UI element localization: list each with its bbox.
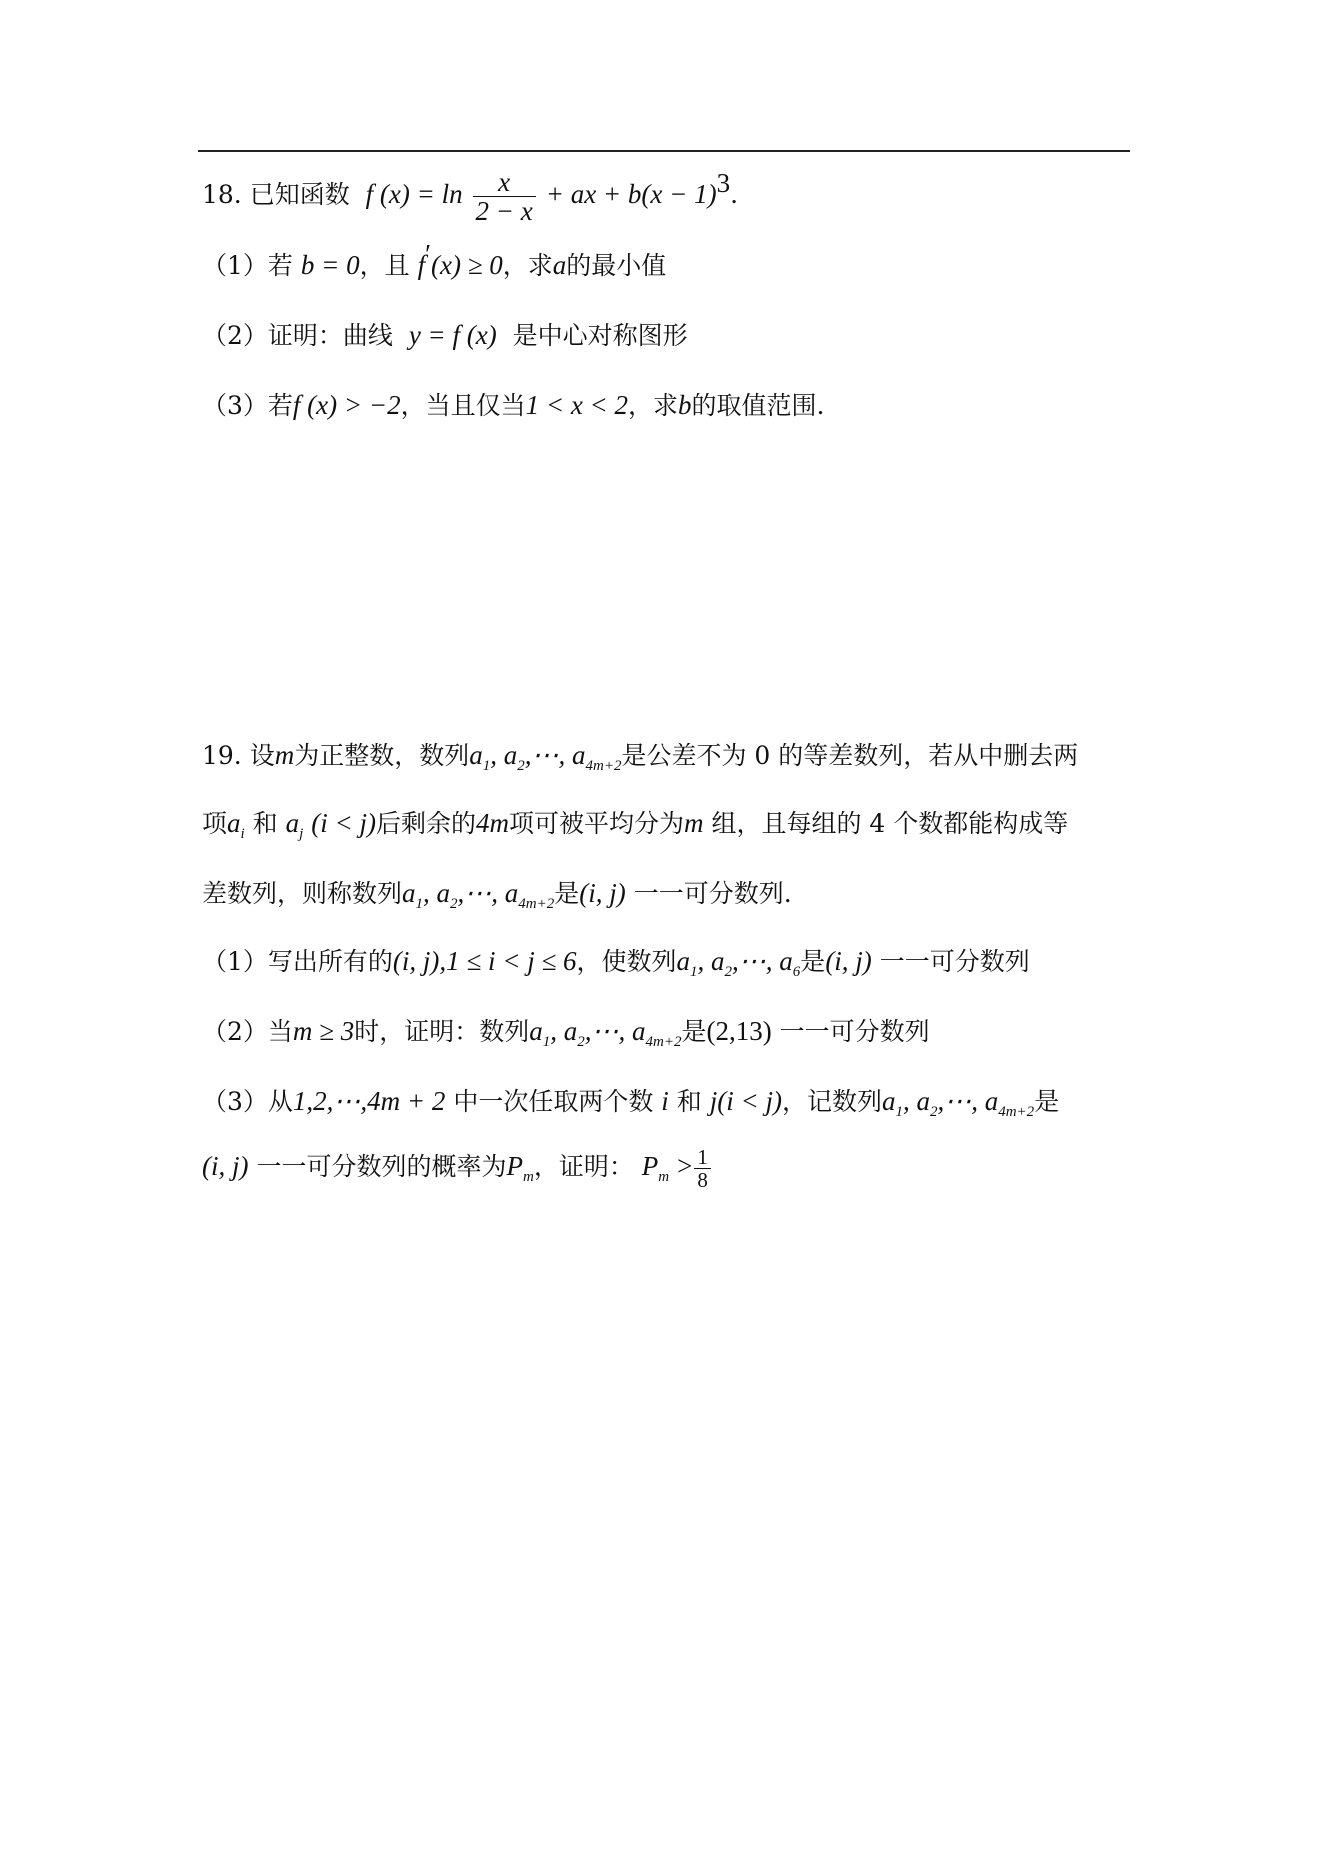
q19-part2 [202,1016,930,1050]
q18-part2 [202,320,688,351]
q19-l1-c: 是公差不为 0 的等差数列，若从中删去两 [621,741,1079,770]
q19-part3 [202,1086,1060,1120]
q19-p3-a: 中一次任取两个数 [453,1087,654,1116]
q19-p3-and: 和 [676,1087,702,1116]
q19-l2-e: 组，且每组的 4 个数都能构成等 [711,809,1069,838]
q18-part3 [202,390,825,421]
q19-p2-cond: m ≥ 3 [292,1016,355,1046]
q19-stem-line2 [202,808,1069,842]
q18-part1 [202,239,667,281]
q18-p3-var: b [678,390,692,420]
q18-p3-expr: f (x) > −2 [292,390,401,420]
q19-l3-seq: $a_1$, $a_2,\cdots$, $a_{4m+2}$ [402,878,555,912]
q19-p2-label: （2）当 [202,1017,293,1046]
q19-p1-label: （1）写出所有的 [202,947,393,976]
q19-stem-line1 [202,740,1079,774]
q19-p1-tail: 一一可分数列 [879,947,1030,976]
q18-p1-tail-pre: ，求 [502,251,553,280]
q19-l3-ij: (i, j) [579,878,626,908]
header-rule [198,150,1130,152]
q18-p3-tail: 的取值范围. [691,391,825,420]
q18-p3-mid: ，当且仅当 [400,391,526,420]
q18-formula-lhs: f (x) = ln [365,179,463,209]
q18-end: . [730,180,739,209]
q19-l2-m: m [683,808,704,838]
q19-p2-pair: (2,13) [706,1016,772,1046]
q18-p1-var: a [552,250,567,280]
q19-p2-mid: 时，证明：数列 [354,1017,530,1046]
q19-p4-fraction [694,1146,711,1191]
q18-p1-prime: ′ [425,239,431,269]
q19-aj: $a_j$ [285,808,304,842]
q19-p3-seq: $a_1$, $a_2,\cdots$, $a_{4m+2}$ [881,1086,1035,1120]
q18-stem [202,168,738,225]
q19-p2-tail: 一一可分数列 [779,1017,930,1046]
q19-p3-jcond: j(i < j) [709,1086,782,1116]
q18-p3-label: （3）若 [202,391,293,420]
q18-p3-range: 1 < x < 2 [525,390,629,420]
q18-formula-exp: 3 [716,168,731,198]
q19-l3-c: 一一可分数列. [633,879,792,908]
q19-p4-P: $P_m$ [506,1151,534,1185]
q19-l2-d: 项可被平均分为 [508,809,684,838]
q19-p2-seq: $a_1$, $a_2,\cdots$, $a_{4m+2}$ [529,1016,682,1050]
q18-p2-label: （2）证明：曲线 [202,321,393,350]
q19-p4-num: 1 [694,1146,711,1169]
q19-p4-P2: $P_m$ [641,1151,670,1185]
q19-l3-a: 差数列，则称数列 [202,879,403,908]
q19-p1-ij: (i, j) [825,946,872,976]
q19-stem-line3 [202,878,792,912]
q19-p1-cond: (i, j),1 ≤ i < j ≤ 6 [392,946,577,976]
q19-p3-b: ，记数列 [781,1087,882,1116]
q19-p3-label: （3）从 [202,1087,293,1116]
q19-p4-gt: > [677,1151,693,1181]
q18-p1-mid: ，且 [359,251,410,280]
q18-formula-rest: + ax + b(x − 1) [545,179,717,209]
q19-l1-m: m [274,740,295,770]
q18-number: 18. [202,180,242,209]
q19-l2-a: 项 [202,809,228,838]
q18-frac-num: x [473,168,536,197]
q18-p1-f: f [417,250,426,280]
q19-p3-i: i [661,1086,669,1116]
q18-frac-den: 2 − x [475,196,533,226]
q19-part1 [202,946,1030,980]
q18-intro: 已知函数 [249,180,350,209]
q19-l2-cond: (i < j) [311,808,376,838]
q19-l1-a: 设 [249,741,275,770]
q18-p1-tail: 的最小值 [566,251,667,280]
q18-p3-tail-pre: ，求 [628,391,679,420]
q19-part3-line2 [202,1146,713,1191]
q19-p4-a: 一一可分数列的概率为 [256,1152,507,1181]
q19-p1-b: 是 [800,947,826,976]
q19-p3-set: 1,2,⋯,4m + 2 [292,1086,446,1116]
q18-p1-label: （1）若 [202,251,293,280]
q18-p2-tail: 是中心对称图形 [512,321,688,350]
q19-p4-ij: (i, j) [202,1151,249,1181]
q19-number: 19. [202,741,242,770]
q19-seq: $a_1$, $a_2,\cdots$, $a_{4m+2}$ [469,740,622,774]
q18-fraction [473,168,536,225]
q19-l2-4m: 4m [475,808,509,838]
q19-l1-b: 为正整数，数列 [294,741,470,770]
q19-l3-b: 是 [554,879,580,908]
q19-p1-mid: ，使数列 [576,947,677,976]
q19-p3-c: 是 [1034,1087,1060,1116]
q18-p2-expr: y = f (x) [408,320,497,350]
q19-p2-b: 是 [681,1017,707,1046]
q18-p1-cond1: b = 0 [300,250,360,280]
q19-p4-b: ，证明： [533,1152,634,1181]
q19-p4-den: 8 [697,1168,708,1192]
q19-l2-c: 后剩余的 [375,809,476,838]
q18-p1-cond2: (x) ≥ 0 [430,250,503,280]
q19-l2-b: 和 [252,809,278,838]
q19-ai: $a_i$ [227,808,245,842]
q19-p1-seq: $a_1$, $a_2,\cdots$, $a_6$ [676,946,801,980]
